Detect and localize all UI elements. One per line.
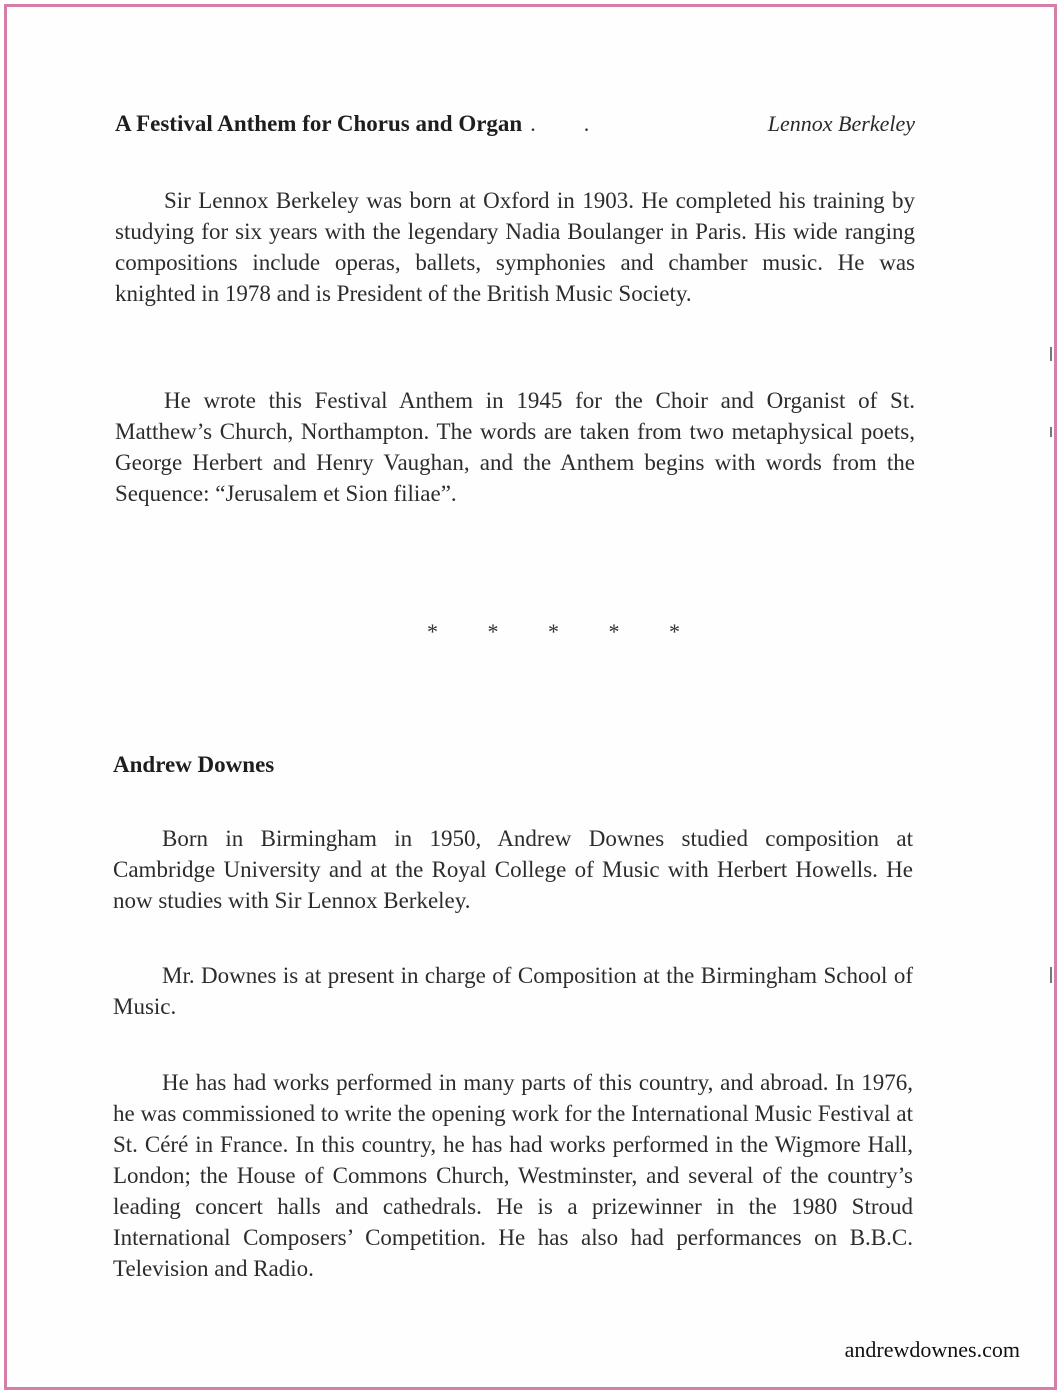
section1-paragraph-1: Sir Lennox Berkeley was born at Oxford in 1903. He completed his training by studying for six years with the legendary Nadia Boulanger in Paris. His wide ranging compositions include operas, ballets, symphonies and chamber music. He was knighted in 1978 and is President of the British Music Society. [115, 188, 915, 306]
page-edge-mark [1050, 967, 1052, 983]
page-edge-mark [1050, 427, 1052, 437]
section2-paragraph-3: He has had works performed in many parts of this country, and abroad. In 1976, he was commissioned to write the opening work for the International Music Festival at St. Céré in France. In this country, he has had works performed in the Wigmore Hall, London; the House of Commons Church, Westminster, and several of the country’s leading concert halls and cathedrals. He is a prizewinner in the 1980 Stroud International Composers’ Competition. He has also had performances on B.B.C. Television and Radio. [113, 1070, 913, 1281]
footer-url[interactable]: andrewdownes.com [844, 1337, 1020, 1362]
page-content [7, 7, 1054, 1387]
section-separator: * * * * * [427, 619, 702, 644]
section1-title: A Festival Anthem for Chorus and Organ [115, 111, 523, 136]
section2-title: Andrew Downes [113, 752, 275, 777]
section1-title-group [115, 111, 637, 137]
page-frame [4, 4, 1057, 1390]
section2-paragraph-2: Mr. Downes is at present in charge of Composition at the Birmingham School of Music. [113, 963, 913, 1019]
section2-paragraph-1: Born in Birmingham in 1950, Andrew Downes studied composition at Cambridge University and at the Royal College of Music with Herbert Howells. He now studies with Sir Lennox Berkeley. [113, 826, 913, 913]
section1-composer: Lennox Berkeley [767, 111, 915, 136]
page-edge-mark [1050, 347, 1052, 361]
section1-paragraph-2: He wrote this Festival Anthem in 1945 for the Choir and Organist of St. Matthew’s Church, Northampton. The words are taken from two metaphysical poets, George Herbert and Henry Vaughan, and the Anthem begins with words from the Sequence: “Jerusalem et Sion filiae”. [115, 388, 915, 506]
section1-heading-row [115, 111, 915, 137]
leader-dots: .. [530, 111, 638, 136]
